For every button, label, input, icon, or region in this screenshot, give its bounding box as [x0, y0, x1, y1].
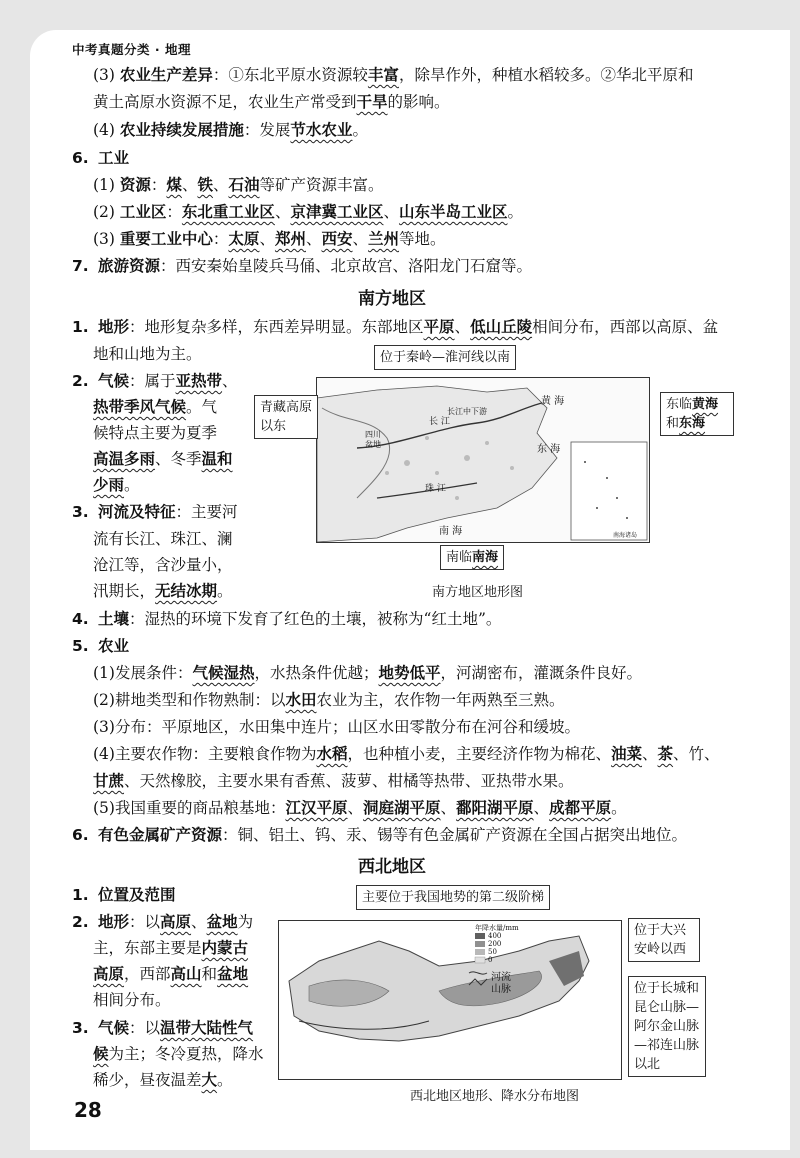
south-agri-3: (3)分布：平原地区，水田集中连片；山区水田零散分布在河谷和缓坡。: [93, 718, 580, 736]
north-item-industry: 6. 工业: [72, 149, 130, 167]
south-agri-1: (1)发展条件：气候湿热，水热条件优越；地势低平，河湖密布，灌溉条件良好。: [93, 664, 643, 682]
northwest-map-graphic: [279, 921, 621, 1079]
south-climate-2: 热带季风气候。气: [93, 398, 218, 416]
section-title-south: 南方地区: [358, 289, 426, 309]
south-agri-4: (4)主要农作物：主要粮食作物为水稻，也种植小麦，主要经济作物为棉花、油菜、茶、竹、: [93, 745, 720, 763]
nw-item-climate: 3. 气候：以温带大陆性气: [72, 1019, 254, 1037]
callout-south-sea: 南临南海: [440, 545, 504, 570]
nw-terrain-3: 高原，西部高山和盆地: [93, 965, 249, 983]
label-sichuan: 四川盆地: [365, 430, 381, 449]
north-line-2: 黄土高原水资源不足，农业生产常受到干旱的影响。: [93, 93, 450, 111]
nw-terrain-2: 主，东部主要是内蒙古: [93, 939, 249, 957]
callout-daxinganling: 位于大兴安岭以西: [628, 918, 700, 962]
nw-item-location: 1. 位置及范围: [72, 886, 176, 904]
northwest-map: [278, 920, 622, 1080]
south-agri-4-cont: 甘蔗、天然橡胶，主要水果有香蕉、菠萝、柑橘等热带、亚热带水果。: [93, 772, 574, 790]
south-item-rivers: 3. 河流及特征：主要河: [72, 503, 238, 521]
legend-0: 0: [488, 956, 493, 964]
page-number: 28: [74, 1098, 102, 1122]
south-item-terrain: 1. 地形：地形复杂多样，东西差异明显。东部地区平原、低山丘陵相间分布，西部以高原、盆: [72, 318, 719, 336]
south-item-climate: 2. 气候：属于亚热带、: [72, 372, 238, 390]
callout-great-wall: 位于长城和昆仑山脉—阿尔金山脉—祁连山脉以北: [628, 976, 706, 1077]
north-line-industrial-zones: (2) 工业区：东北重工业区、京津冀工业区、山东半岛工业区。: [93, 203, 524, 221]
north-line-3: (4) 农业持续发展措施：发展节水农业。: [93, 121, 368, 139]
south-agri-5: (5)我国重要的商品粮基地：江汉平原、洞庭湖平原、鄱阳湖平原、成都平原。: [93, 799, 627, 817]
south-item-terrain-cont: 地和山地为主。: [93, 345, 202, 363]
nw-terrain-4: 相间分布。: [93, 991, 171, 1009]
legend-50: 50: [488, 948, 497, 956]
label-zhongxia: 长江中下游: [447, 407, 487, 416]
legend-200: 200: [488, 940, 502, 948]
south-climate-4: 高温多雨、冬季温和: [93, 450, 233, 468]
label-donghai: 东 海: [537, 444, 561, 455]
south-climate-3: 候特点主要为夏季: [93, 424, 218, 442]
running-header: 中考真题分类 · 地理: [72, 42, 191, 57]
north-line-resources: (1) 资源：煤、铁、石油等矿产资源丰富。: [93, 176, 384, 194]
nw-climate-2: 候为主；冬冷夏热，降水: [93, 1045, 264, 1063]
callout-second-step: 主要位于我国地势的第二级阶梯: [356, 885, 550, 910]
legend-title: 年降水量/mm: [475, 924, 519, 932]
south-map-caption: 南方地区地形图: [432, 585, 524, 600]
south-item-soil: 4. 土壤：湿热的环境下发育了红色的土壤，被称为“红土地”。: [72, 610, 502, 628]
south-item-agriculture: 5. 农业: [72, 637, 130, 655]
nw-item-terrain: 2. 地形：以高原、盆地为: [72, 913, 254, 931]
callout-qinling: 位于秦岭—淮河线以南: [374, 345, 516, 370]
south-rivers-3: 沧江等，含沙量小，: [93, 556, 233, 574]
section-title-northwest: 西北地区: [358, 857, 426, 877]
south-map-graphic: [317, 378, 649, 542]
south-rivers-2: 流有长江、珠江、澜: [93, 530, 233, 548]
north-item-tourism: 7. 旅游资源：西安秦始皇陵兵马俑、北京故宫、洛阳龙门石窟等。: [72, 257, 533, 275]
south-rivers-4: 汛期长，无结冰期。: [93, 582, 233, 600]
callout-qingzang: 青藏高原以东: [254, 395, 318, 439]
callout-east-sea: 东临黄海和东海: [660, 392, 734, 436]
label-nanhai: 南 海: [439, 526, 463, 537]
south-terrain-map: [316, 377, 650, 543]
south-agri-2: (2)耕地类型和作物熟制：以水田农业为主，农作物一年两熟至三熟。: [93, 691, 565, 709]
north-line-industrial-centers: (3) 重要工业中心：太原、郑州、西安、兰州等地。: [93, 230, 446, 248]
northwest-map-caption: 西北地区地形、降水分布地图: [410, 1089, 580, 1104]
label-changjiang: 长 江: [429, 417, 450, 427]
legend-river: 河流: [491, 972, 511, 983]
legend-400: 400: [488, 932, 502, 940]
south-climate-5: 少雨。: [93, 476, 140, 494]
label-zhujiang: 珠 江: [425, 484, 446, 494]
north-line-1: (3) 农业生产差异：①东北平原水资源较丰富，除旱作外，种植水稻较多。②华北平原和: [93, 66, 694, 84]
legend-mountain: 山脉: [491, 984, 511, 995]
label-huanghai: 黄 海: [541, 396, 565, 407]
label-inset: 南海诸岛: [613, 532, 638, 539]
south-item-metals: 6. 有色金属矿产资源：铜、铝土、钨、汞、锡等有色金属矿产资源在全国占据突出地位。: [72, 826, 688, 844]
nw-climate-3: 稀少，昼夜温差大。: [93, 1071, 233, 1089]
